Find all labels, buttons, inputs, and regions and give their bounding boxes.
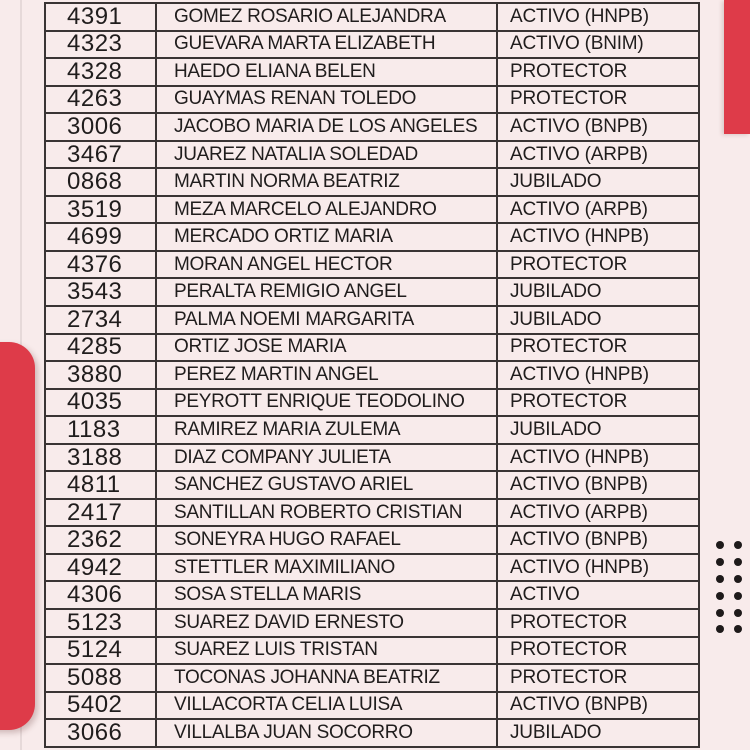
member-status-cell [498, 665, 700, 693]
member-id-cell [46, 142, 157, 170]
member-id-cell [46, 307, 157, 335]
member-status-cell [498, 224, 700, 252]
member-name: PERALTA REMIGIO ANGEL [174, 281, 407, 303]
member-name: HAEDO ELIANA BELEN [174, 60, 376, 82]
member-id: 3066 [67, 720, 123, 746]
member-id-cell [46, 500, 157, 528]
member-status-cell [498, 527, 700, 555]
member-status: ACTIVO (HNPB) [510, 556, 649, 578]
member-status-cell [498, 4, 700, 32]
member-status-cell [498, 197, 700, 225]
member-status-cell [498, 114, 700, 142]
member-name-cell [157, 4, 498, 32]
member-name: PEYROTT ENRIQUE TEODOLINO [174, 391, 465, 413]
left-red-bookmark [0, 342, 35, 730]
member-status-cell [498, 169, 700, 197]
member-name: GUEVARA MARTA ELIZABETH [174, 33, 436, 55]
dot [716, 625, 724, 633]
member-status: ACTIVO (ARPB) [510, 501, 648, 523]
member-id-cell [46, 445, 157, 473]
member-status: PROTECTOR [510, 611, 628, 633]
member-id: 3543 [67, 279, 123, 306]
dot [716, 541, 724, 549]
member-status-cell [498, 638, 700, 666]
member-status: ACTIVO (HNPB) [510, 363, 649, 385]
member-status: JUBILADO [510, 171, 602, 193]
member-name: GUAYMAS RENAN TOLEDO [174, 88, 417, 110]
member-id-cell [46, 87, 157, 115]
member-id-cell [46, 59, 157, 87]
member-name-cell [157, 307, 498, 335]
member-id: 4306 [67, 582, 123, 609]
member-id-cell [46, 4, 157, 32]
member-id-cell [46, 638, 157, 666]
member-status-cell [498, 390, 700, 418]
member-name-cell [157, 335, 498, 363]
member-name: STETTLER MAXIMILIANO [174, 556, 395, 578]
member-id-cell [46, 472, 157, 500]
dot [734, 541, 742, 549]
member-id-cell [46, 362, 157, 390]
member-id-cell [46, 252, 157, 280]
member-name: SANTILLAN ROBERTO CRISTIAN [174, 501, 463, 523]
member-name: SUAREZ DAVID ERNESTO [174, 611, 404, 633]
member-id: 0868 [67, 169, 123, 196]
member-status: ACTIVO (BNIM) [510, 33, 644, 55]
member-status: JUBILADO [510, 308, 602, 330]
member-status-cell [498, 142, 700, 170]
member-status: ACTIVO (BNPB) [510, 115, 648, 137]
member-id: 5123 [67, 610, 123, 636]
member-name: VILLALBA JUAN SOCORRO [174, 721, 413, 743]
member-name: MERCADO ORTIZ MARIA [174, 226, 393, 248]
dot [734, 592, 742, 600]
member-status-cell [498, 279, 700, 307]
member-status-cell [498, 610, 700, 638]
top-right-red-banner [724, 0, 750, 134]
member-status: JUBILADO [510, 721, 602, 743]
dot [716, 558, 724, 566]
member-status: JUBILADO [510, 281, 602, 303]
member-status: ACTIVO (HNPB) [510, 5, 649, 27]
member-name: SOSA STELLA MARIS [174, 584, 362, 606]
member-id-cell [46, 693, 157, 721]
member-id: 3519 [67, 196, 123, 223]
member-name: PEREZ MARTIN ANGEL [174, 363, 379, 385]
member-status: ACTIVO (BNPB) [510, 694, 648, 716]
member-status-cell [498, 87, 700, 115]
member-id-cell [46, 169, 157, 197]
member-status: JUBILADO [510, 418, 602, 440]
member-status-cell [498, 307, 700, 335]
dot-grid-decoration [711, 537, 747, 638]
dot [734, 625, 742, 633]
member-name-cell [157, 32, 498, 60]
member-name-cell [157, 693, 498, 721]
member-id-cell [46, 279, 157, 307]
member-id-cell [46, 582, 157, 610]
member-id-cell [46, 555, 157, 583]
member-status: ACTIVO (ARPB) [510, 143, 648, 165]
member-id-cell [46, 720, 157, 748]
member-id: 1183 [67, 417, 121, 443]
dot [716, 609, 724, 617]
member-id: 4376 [67, 251, 123, 278]
member-id: 4263 [67, 86, 123, 113]
member-id: 3880 [67, 362, 123, 388]
member-name-cell [157, 665, 498, 693]
member-id: 5124 [67, 637, 123, 664]
member-id: 5402 [67, 692, 123, 719]
member-name: SANCHEZ GUSTAVO ARIEL [174, 474, 413, 496]
member-id: 2362 [67, 527, 123, 554]
member-name-cell [157, 417, 498, 445]
member-name-cell [157, 720, 498, 748]
member-name-cell [157, 224, 498, 252]
member-id: 4942 [67, 554, 123, 581]
member-id-cell [46, 114, 157, 142]
member-name: ORTIZ JOSE MARIA [174, 336, 347, 358]
member-status-cell [498, 445, 700, 473]
member-name: VILLACORTA CELIA LUISA [174, 694, 403, 716]
member-id-cell [46, 335, 157, 363]
member-status-cell [498, 59, 700, 87]
member-name: SONEYRA HUGO RAFAEL [174, 529, 401, 551]
dot [716, 592, 724, 600]
member-name: MORAN ANGEL HECTOR [174, 253, 393, 275]
member-status: PROTECTOR [510, 336, 628, 358]
member-id: 3467 [67, 141, 123, 168]
member-status: ACTIVO (HNPB) [510, 446, 649, 468]
member-id: 4035 [67, 389, 123, 416]
member-id: 4811 [67, 472, 121, 499]
member-name: RAMIREZ MARIA ZULEMA [174, 418, 401, 440]
member-id: 4391 [67, 4, 123, 30]
member-id: 4699 [67, 224, 123, 251]
member-status: ACTIVO [510, 584, 580, 606]
member-status-cell [498, 417, 700, 445]
member-status: PROTECTOR [510, 391, 628, 413]
members-table [44, 2, 700, 748]
member-status: PROTECTOR [510, 639, 628, 661]
member-name-cell [157, 114, 498, 142]
member-name-cell [157, 252, 498, 280]
member-name-cell [157, 169, 498, 197]
member-name: JACOBO MARIA DE LOS ANGELES [174, 115, 478, 137]
member-id-cell [46, 665, 157, 693]
member-name-cell [157, 555, 498, 583]
member-name: TOCONAS JOHANNA BEATRIZ [174, 666, 440, 688]
member-name-cell [157, 527, 498, 555]
member-name-cell [157, 638, 498, 666]
member-name-cell [157, 500, 498, 528]
member-name: PALMA NOEMI MARGARITA [174, 308, 415, 330]
dot [734, 558, 742, 566]
member-id-cell [46, 417, 157, 445]
dot [734, 575, 742, 583]
member-id: 5088 [67, 665, 123, 691]
member-status: PROTECTOR [510, 60, 628, 82]
member-status-cell [498, 693, 700, 721]
member-id: 2417 [67, 499, 123, 526]
member-status: ACTIVO (BNPB) [510, 474, 648, 496]
member-name-cell [157, 472, 498, 500]
member-status-cell [498, 500, 700, 528]
member-id-cell [46, 32, 157, 60]
member-id-cell [46, 224, 157, 252]
member-name-cell [157, 197, 498, 225]
member-name-cell [157, 445, 498, 473]
member-name-cell [157, 59, 498, 87]
member-id-cell [46, 527, 157, 555]
member-name-cell [157, 87, 498, 115]
member-name: SUAREZ LUIS TRISTAN [174, 639, 378, 661]
member-name: GOMEZ ROSARIO ALEJANDRA [174, 5, 446, 27]
member-status: ACTIVO (ARPB) [510, 198, 648, 220]
member-name-cell [157, 142, 498, 170]
member-name-cell [157, 362, 498, 390]
member-status-cell [498, 472, 700, 500]
member-status-cell [498, 32, 700, 60]
member-name: DIAZ COMPANY JULIETA [174, 446, 391, 468]
member-status-cell [498, 252, 700, 280]
member-status-cell [498, 335, 700, 363]
member-name-cell [157, 582, 498, 610]
member-id-cell [46, 390, 157, 418]
member-id: 4285 [67, 334, 123, 361]
member-id: 2734 [67, 307, 123, 333]
member-name-cell [157, 390, 498, 418]
member-status-cell [498, 720, 700, 748]
member-name-cell [157, 279, 498, 307]
member-name: JUAREZ NATALIA SOLEDAD [174, 143, 418, 165]
member-status: ACTIVO (HNPB) [510, 226, 649, 248]
member-status-cell [498, 582, 700, 610]
member-status-cell [498, 555, 700, 583]
member-id: 4328 [67, 59, 123, 85]
member-name-cell [157, 610, 498, 638]
member-status: PROTECTOR [510, 666, 628, 688]
member-id: 4323 [67, 31, 123, 58]
dot [734, 609, 742, 617]
member-name: MEZA MARCELO ALEJANDRO [174, 198, 437, 220]
member-id: 3188 [67, 444, 123, 471]
member-id: 3006 [67, 114, 123, 140]
member-id-cell [46, 197, 157, 225]
member-status: PROTECTOR [510, 253, 628, 275]
member-status: PROTECTOR [510, 88, 628, 110]
member-id-cell [46, 610, 157, 638]
member-status-cell [498, 362, 700, 390]
member-status: ACTIVO (BNPB) [510, 529, 648, 551]
member-name: MARTIN NORMA BEATRIZ [174, 171, 400, 193]
dot [716, 575, 724, 583]
